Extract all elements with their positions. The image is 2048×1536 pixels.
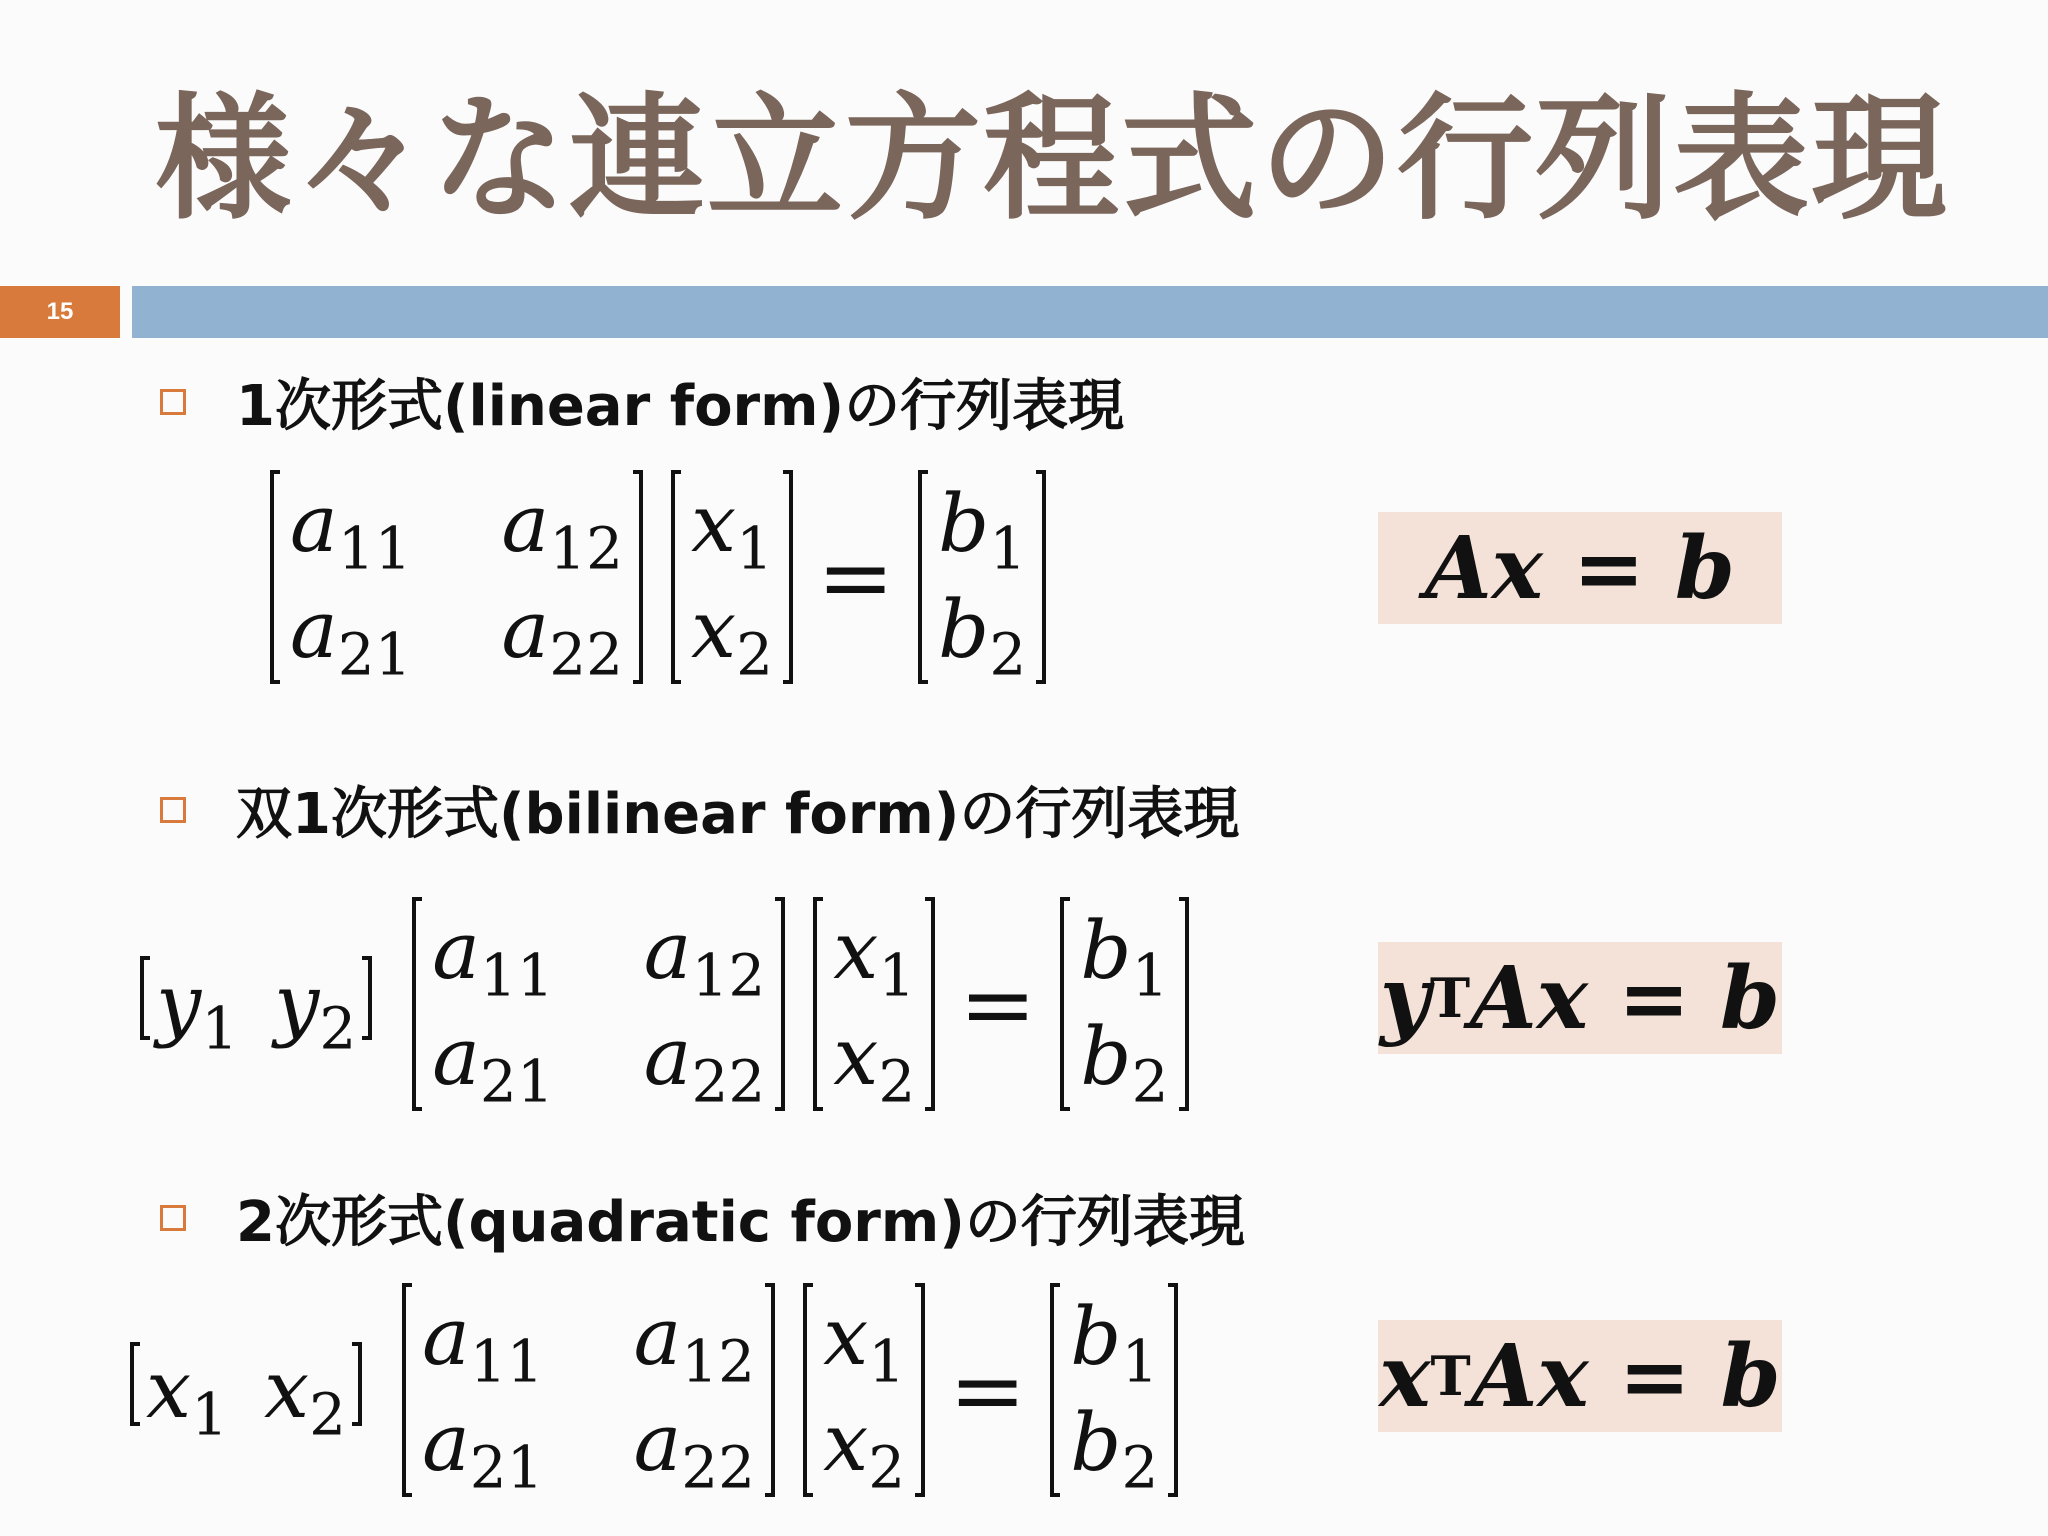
entry-b2: $b_2$ [938, 583, 1027, 689]
equation-quadratic [130, 1283, 1178, 1502]
entry-a22: $a_{22}$ [633, 1396, 756, 1502]
entry-a22: $a_{22}$ [501, 583, 624, 689]
entry-b1: $b_1$ [1080, 904, 1169, 1010]
heading-text: 2次形式(quadratic form)の行列表現 [236, 1190, 1245, 1255]
equals-sign: = [817, 523, 895, 631]
vector-b [1060, 897, 1188, 1116]
entry-a21: $a_{21}$ [422, 1396, 544, 1502]
matrix-a [270, 470, 643, 689]
entry-x1: $x_1$ [691, 477, 774, 583]
section-heading-quadratic [160, 1178, 1245, 1258]
bullet-square-icon [160, 1205, 186, 1231]
equation-linear [270, 470, 1046, 689]
heading-text: 双1次形式(bilinear form)の行列表現 [236, 782, 1240, 847]
result-quadratic: x T Ax = b [1378, 1320, 1782, 1432]
entry-y1: $y_1$ [156, 957, 239, 1063]
entry-a12: $a_{12}$ [633, 1290, 756, 1396]
entry-x1: $x_1$ [833, 904, 916, 1010]
entry-a12: $a_{12}$ [501, 477, 624, 583]
entry-x2: $x_2$ [833, 1010, 916, 1116]
matrix-a [402, 1283, 775, 1502]
entry-x1: $x_1$ [823, 1290, 906, 1396]
entry-x1: $x_1$ [146, 1343, 229, 1449]
vector-b [1050, 1283, 1178, 1502]
section-heading-linear [160, 362, 1124, 442]
result-bilinear: y T Ax = b [1378, 942, 1782, 1054]
entry-y2: $y_2$ [274, 957, 357, 1063]
entry-a11: $a_{11}$ [290, 477, 412, 583]
entry-a22: $a_{22}$ [643, 1010, 766, 1116]
entry-a12: $a_{12}$ [643, 904, 766, 1010]
slide-title: 様々な連立方程式の行列表現 [155, 81, 1949, 239]
entry-b2: $b_2$ [1080, 1010, 1169, 1116]
bullet-square-icon [160, 797, 186, 823]
matrix-a [412, 897, 785, 1116]
title-divider-bar [132, 286, 2048, 338]
page-number: 15 [0, 286, 120, 338]
entry-x2: $x_2$ [823, 1396, 906, 1502]
row-vector-x [130, 1342, 362, 1449]
vector-x [671, 470, 793, 689]
entry-b1: $b_1$ [938, 477, 1027, 583]
entry-a21: $a_{21}$ [432, 1010, 554, 1116]
entry-b2: $b_2$ [1070, 1396, 1159, 1502]
heading-text: 1次形式(linear form)の行列表現 [236, 374, 1125, 439]
entry-a21: $a_{21}$ [290, 583, 412, 689]
entry-x2: $x_2$ [691, 583, 774, 689]
vector-x [813, 897, 935, 1116]
equation-bilinear [140, 897, 1189, 1116]
section-heading-bilinear [160, 770, 1239, 850]
bullet-square-icon [160, 389, 186, 415]
vector-b [918, 470, 1046, 689]
equals-sign: = [949, 1336, 1027, 1444]
row-vector-y [140, 956, 372, 1063]
entry-a11: $a_{11}$ [432, 904, 554, 1010]
result-linear: Ax = b [1378, 512, 1782, 624]
entry-b1: $b_1$ [1070, 1290, 1159, 1396]
vector-x [803, 1283, 925, 1502]
equals-sign: = [959, 950, 1037, 1058]
entry-a11: $a_{11}$ [422, 1290, 544, 1396]
entry-x2: $x_2$ [264, 1343, 347, 1449]
